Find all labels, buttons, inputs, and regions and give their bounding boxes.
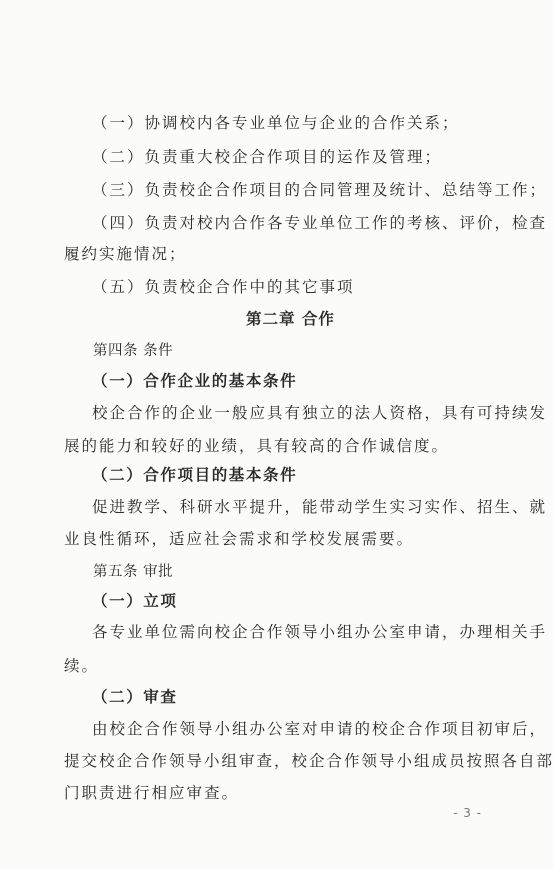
para-project-line1: 促进教学、科研水平提升，能带动学生实习实作、招生、就: [92, 498, 548, 516]
para-enterprise-line2: 展的能力和较好的业绩，具有较高的合作诚信度。: [64, 437, 450, 455]
item-contract-management: （三）负责校企合作项目的合同管理及统计、总结等工作；: [92, 181, 548, 199]
item-major-projects: （二）负责重大校企合作项目的运作及管理；: [92, 148, 443, 166]
para-review-line3: 门职责进行相应审查。: [64, 784, 240, 802]
para-enterprise-line1: 校企合作的企业一般应具有独立的法人资格，具有可持续发: [92, 404, 548, 422]
item-other-matters: （五）负责校企合作中的其它事项: [92, 278, 355, 296]
para-review-line2: 提交校企合作领导小组审查，校企合作领导小组成员按照各自部: [64, 752, 554, 770]
page-number: - 3 -: [453, 806, 482, 820]
article-five-title: 第五条 审批: [93, 564, 174, 580]
section-project-approval: （一）立项: [92, 592, 178, 610]
item-assessment-cont: 履约实施情况；: [64, 245, 187, 263]
section-project-conditions: （二）合作项目的基本条件: [92, 466, 298, 484]
article-four-title: 第四条 条件: [93, 343, 174, 359]
section-enterprise-conditions: （一）合作企业的基本条件: [92, 372, 298, 390]
chapter-title: 第二章 合作: [246, 310, 335, 328]
item-assessment: （四）负责对校内合作各专业单位工作的考核、评价，检查: [92, 214, 548, 232]
para-approval-line2: 续。: [64, 657, 100, 675]
para-review-line1: 由校企合作领导小组办公室对申请的校企合作项目初审后，: [92, 720, 548, 738]
item-coordinate-relations: （一）协调校内各专业单位与企业的合作关系；: [92, 114, 460, 132]
para-project-line2: 业良性循环，适应社会需求和学校发展需要。: [64, 530, 415, 548]
section-review: （二）审查: [92, 688, 178, 706]
para-approval-line1: 各专业单位需向校企合作领导小组办公室申请，办理相关手: [92, 623, 548, 641]
